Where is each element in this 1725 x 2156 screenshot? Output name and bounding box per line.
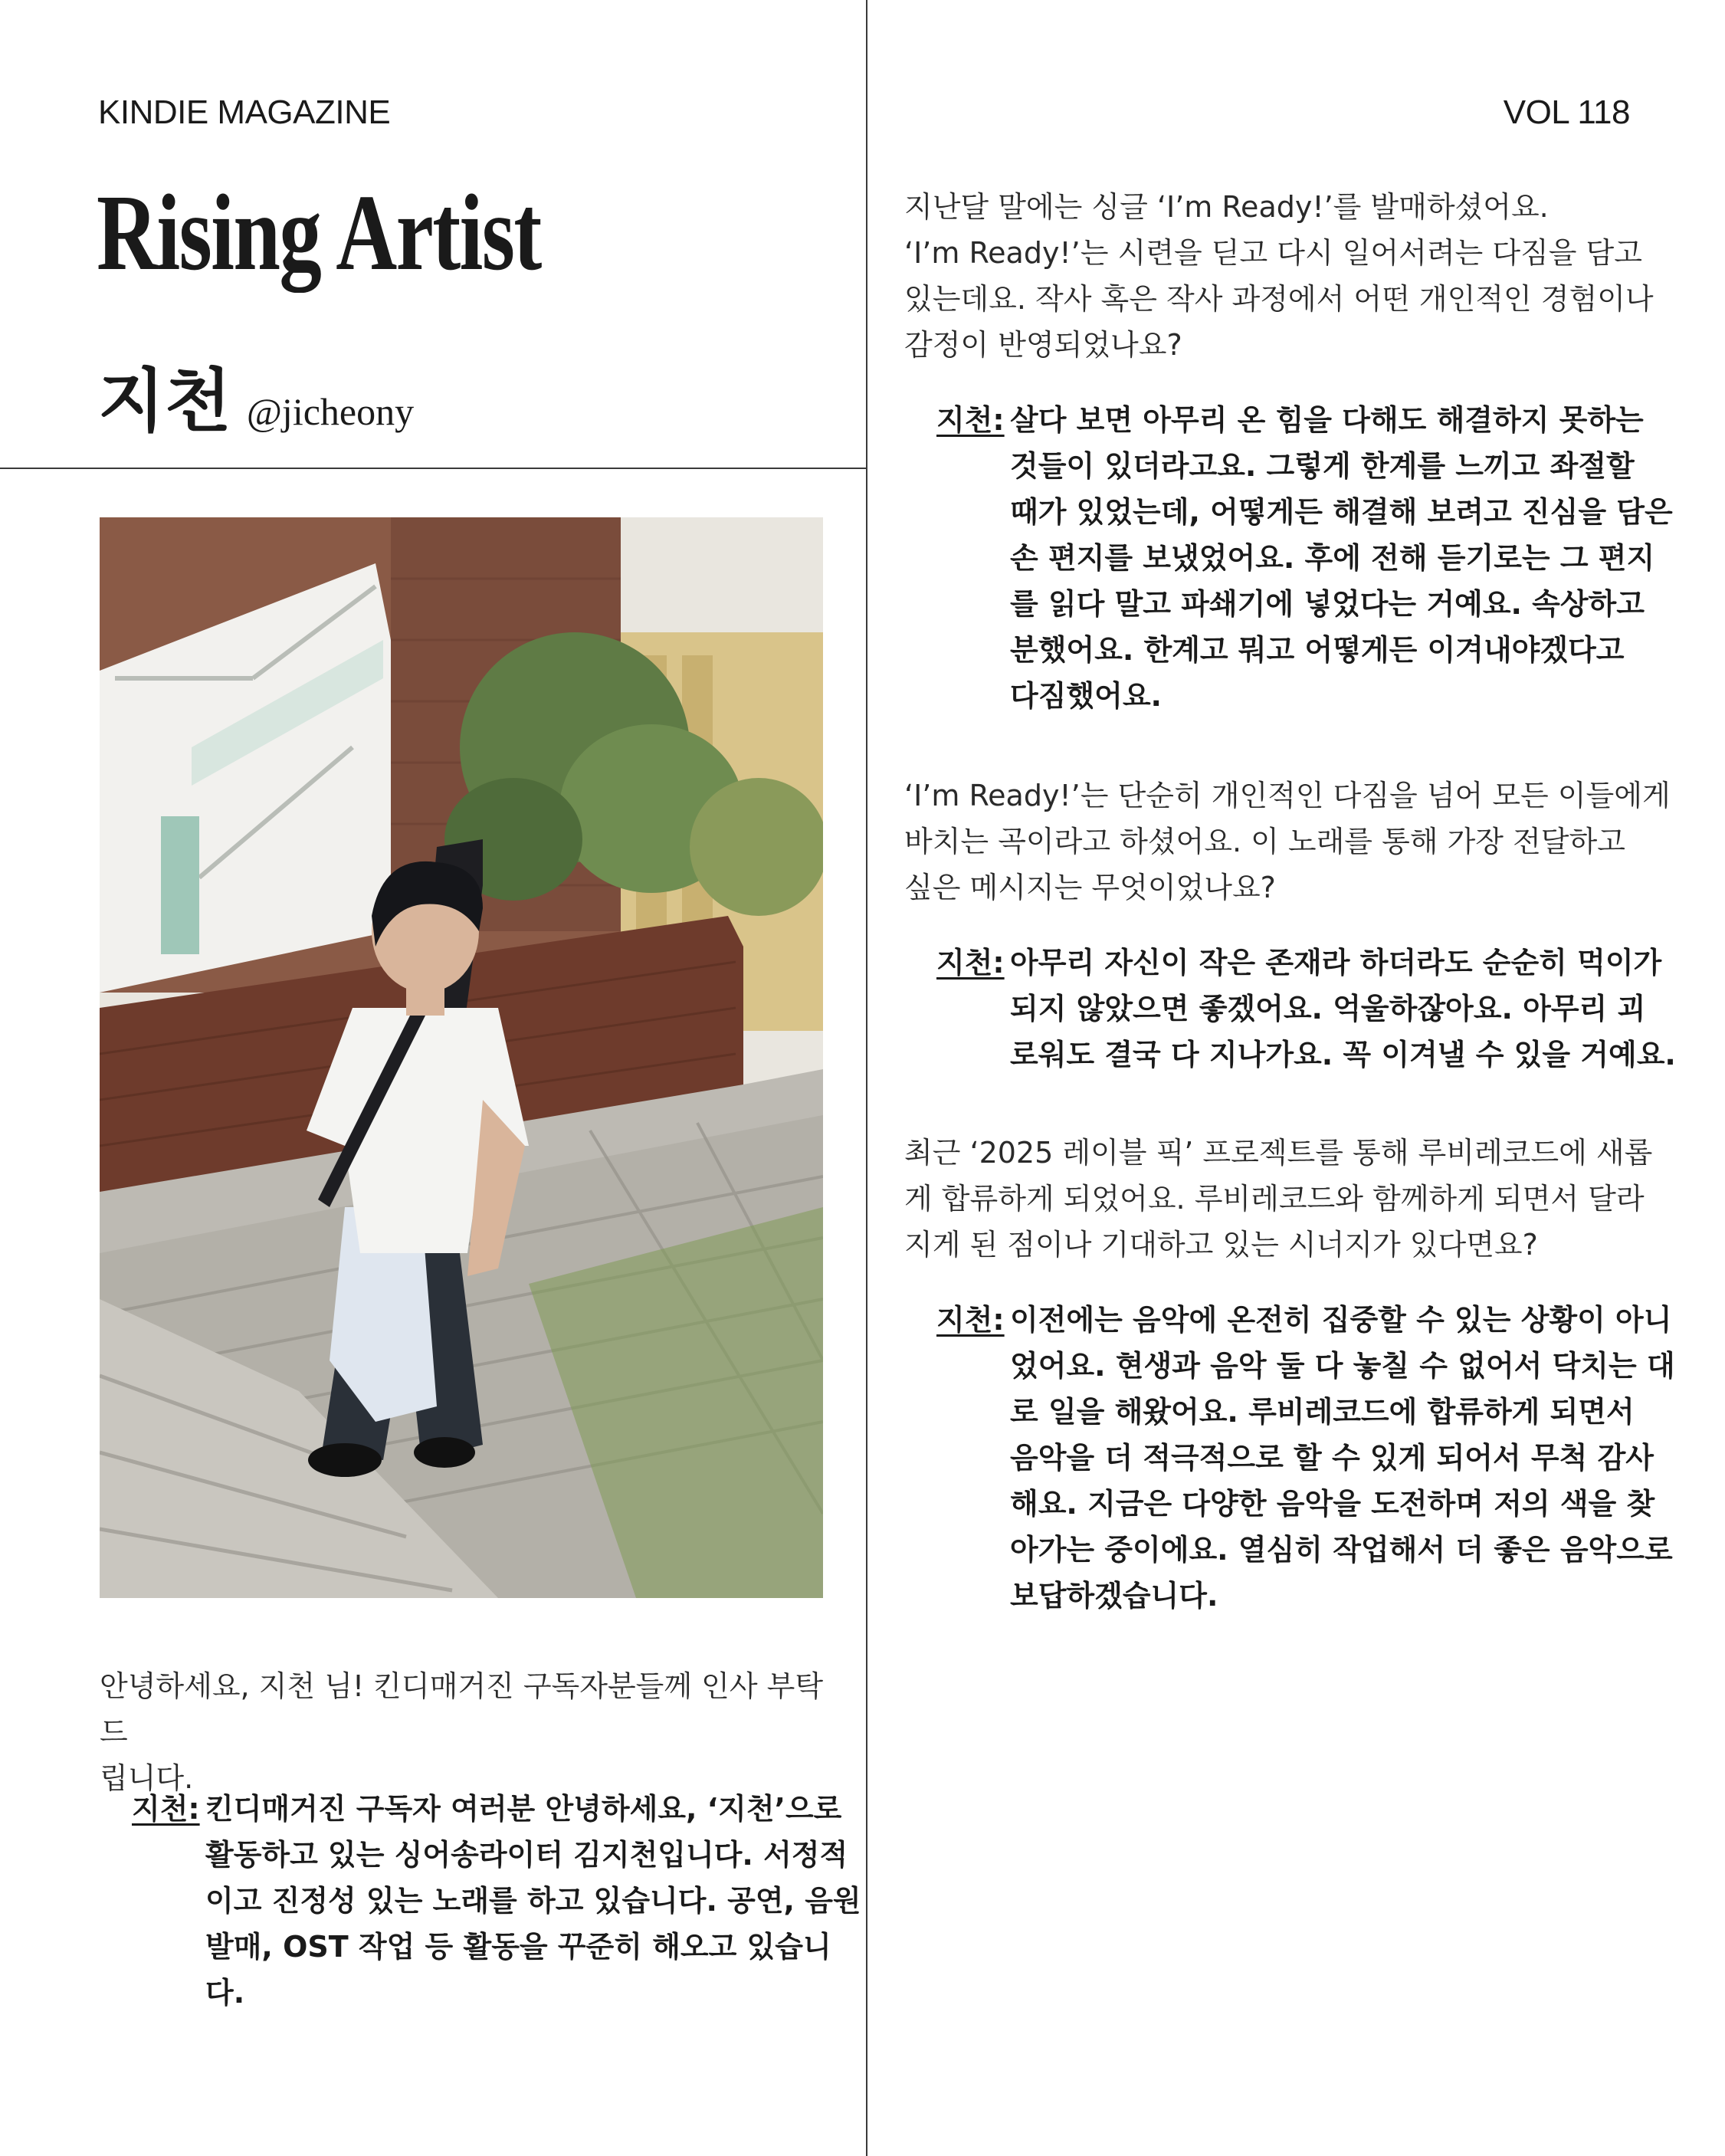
answer-3 [936, 940, 1703, 1085]
artist-handle: @jicheony [246, 390, 415, 433]
speaker-label: 지천: [936, 1303, 1005, 1337]
answer-text: 이전에는 음악에 온전히 집중할 수 있는 상황이 아니 었어요. 현생과 음악 둘 다 놓칠 수 없어서 닥치는 대 로 일을 해왔어요. 루비레코드에 합류하게 되면서 음악을 더 적극적으로 할 수 있게 되어서 무척 감사 해요. 지금은 다양한 음악을 도전하며 저의 색을 찾 아가는 중이에요. 열심히 작업해서 더 좋은 음악으로 보답하겠습니다. [1010, 1303, 1675, 1613]
artist-photo [100, 517, 823, 1598]
answer-2 [936, 397, 1703, 727]
volume-number: VOL 118 [1503, 94, 1630, 131]
question-2: 지난달 말에는 싱글 ‘I’m Ready!’를 발매하셨어요. ‘I’m Ready!’는 시련을 딛고 다시 일어서려는 다짐을 담고 있는데요. 작사 혹은 작사 과정에서 어떤 개인적인 경험이나 감정이 반영되었나요? [904, 190, 1654, 362]
answer-text: 살다 보면 아무리 온 힘을 다해도 해결하지 못하는 것들이 있더라고요. 그렇게 한계를 느끼고 좌절할 때가 있었는데, 어떻게든 해결해 보려고 진심을 담은 손 편지를 보냈었어요. 후에 전해 듣기로는 그 편지 를 읽다 말고 파쇄기에 넣었다는 거예요. 속상하고 분했어요. 한계고 뭐고 어떻게든 이겨내야겠다고 다짐했어요. [1010, 403, 1673, 713]
question-4: 최근 ‘2025 레이블 픽’ 프로젝트를 통해 루비레코드에 새롭 게 합류하게 되었어요. 루비레코드와 함께하게 되면서 달라 지게 된 점이나 기대하고 있는 시너지가 있다면요? [904, 1136, 1653, 1262]
answer-text: 아무리 자신이 작은 존재라 하더라도 순순히 먹이가 되지 않았으면 좋겠어요. 억울하잖아요. 아무리 괴 로워도 결국 다 지나가요. 꼭 이겨낼 수 있을 거예요. [1010, 946, 1676, 1071]
speaker-label: 지천: [936, 403, 1005, 437]
answer-1 [132, 1786, 861, 2010]
magazine-name: KINDIE MAGAZINE [98, 94, 391, 131]
speaker-label: 지천: [132, 1792, 200, 1826]
question-1: 안녕하세요, 지천 님! 킨디매거진 구독자분들께 인사 부탁드 립니다. [100, 1669, 824, 1795]
column-divider [866, 0, 867, 2156]
artist-byline [98, 345, 414, 445]
answer-text: 킨디매거진 구독자 여러분 안녕하세요, ‘지천’으로 활동하고 있는 싱어송라이터 김지천입니다. 서정적 이고 진정성 있는 노래를 하고 있습니다. 공연, 음원 발매, OST 작업 등 활동을 꾸준히 해오고 있습니다. [205, 1792, 861, 2010]
question-3: ‘I’m Ready!’는 단순히 개인적인 다짐을 넘어 모든 이들에게 바치는 곡이라고 하셨어요. 이 노래를 통해 가장 전달하고 싶은 메시지는 무엇이었나요? [904, 779, 1671, 904]
header-divider [0, 468, 866, 469]
photo-illustration [100, 517, 823, 1598]
artist-name: 지천 [98, 360, 231, 441]
section-title: Rising Artist [97, 172, 541, 293]
answer-4 [936, 1297, 1703, 1626]
speaker-label: 지천: [936, 946, 1005, 980]
